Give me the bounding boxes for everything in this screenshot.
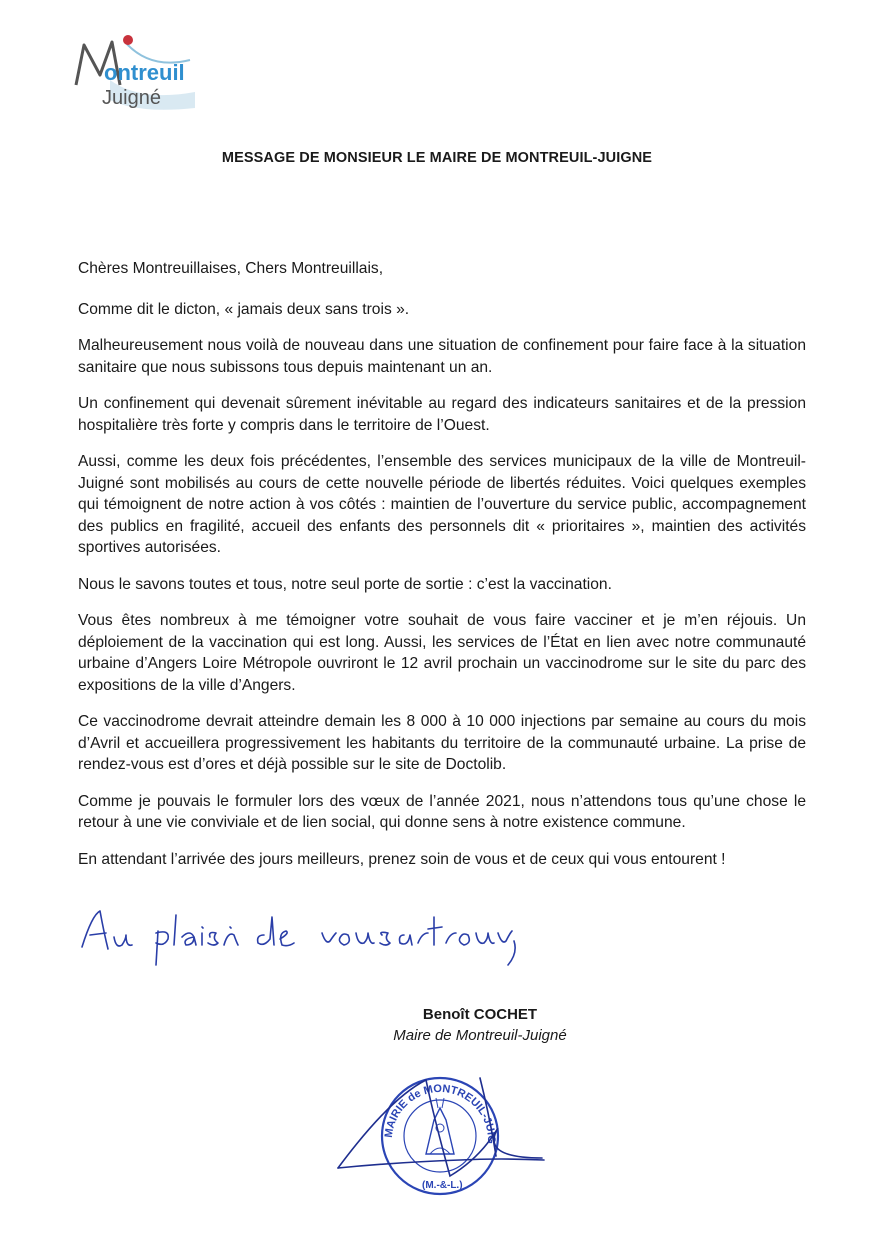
letter-greeting: Chères Montreuillaises, Chers Montreuillais, — [78, 260, 384, 277]
svg-text:ontreuil: ontreuil — [104, 60, 185, 85]
svg-text:Juigné: Juigné — [102, 87, 161, 109]
letter-paragraph: Nous le savons toutes et tous, notre seul porte de sortie : c’est la vaccination. — [78, 575, 612, 593]
svg-text:(M.-&-L.): (M.-&-L.) — [422, 1180, 463, 1191]
letter-paragraph: Comme dit le dicton, « jamais deux sans trois ». — [78, 300, 410, 318]
logo-graphic — [70, 30, 210, 115]
letter-paragraph: Comme je pouvais le formuler lors des vœux de l’année 2021, nous n’attendons tous qu’une chose le retour à une vie conviviale et de lien social, qui donne sens à notre existence commune. — [78, 792, 806, 831]
page-title: MESSAGE DE MONSIEUR LE MAIRE DE MONTREUIL-JUIGNE — [221, 150, 653, 166]
handwriting-graphic — [78, 905, 518, 975]
letter-paragraph: Vous êtes nombreux à me témoigner votre souhait de vous faire vacciner et je m’en réjouis. Un déploiement de la vaccination qui est long. Aussi, les services de l’État en lien avec notre communauté urbaine d’Angers Loire Métropole ouvriront le 12 avril prochain un vaccinodrome sur le site du parc des expositions de la ville d’Angers. — [78, 612, 806, 694]
signature-block — [300, 1004, 660, 1046]
letter-paragraph: Aussi, comme les deux fois précédentes, l’ensemble des services municipaux de la ville de Montreuil-Juigné sont mobilisés au cours de cette nouvelle période de libertés réduites. Voici quelques exemples qui témoignent de notre action à vos côtés : maintien de l’ouverture du service public, accompagnement des publics en fragilité, accueil des enfants des personnels dit « prioritaires », maintien des activités sportives autorisées. — [78, 453, 806, 556]
letter-paragraph: Un confinement qui devenait sûrement inévitable au regard des indicateurs sanitaires et de la pression hospitalière très forte y compris dans le territoire de l’Ouest. — [78, 395, 806, 434]
official-stamp — [330, 1058, 550, 1198]
handwritten-note — [78, 905, 518, 975]
letter-paragraph: Ce vaccinodrome devrait atteindre demain les 8 000 à 10 000 injections par semaine au cours du mois d’Avril et accueillera progressivement les habitants du territoire de la communauté urbaine. La prise de rendez-vous est d’ores et déjà possible sur le site de Doctolib. — [78, 713, 806, 773]
letter-paragraph: Malheureusement nous voilà de nouveau dans une situation de confinement pour faire face à la situation sanitaire que nous subissons tous depuis maintenant un an. — [78, 337, 806, 376]
stamp-graphic — [330, 1058, 550, 1198]
signatory-title: Maire de Montreuil-Juigné — [393, 1027, 567, 1044]
town-logo — [70, 30, 210, 115]
svg-text:MAIRIE de MONTREUIL-JUIGNÉ: MAIRIE de MONTREUIL-JUIG — [382, 1082, 498, 1144]
signatory-name: Benoît COCHET — [422, 1006, 538, 1023]
letter-paragraph: En attendant l’arrivée des jours meilleurs, prenez soin de vous et de ceux qui vous entourent ! — [78, 850, 726, 868]
letter-body — [78, 258, 806, 885]
